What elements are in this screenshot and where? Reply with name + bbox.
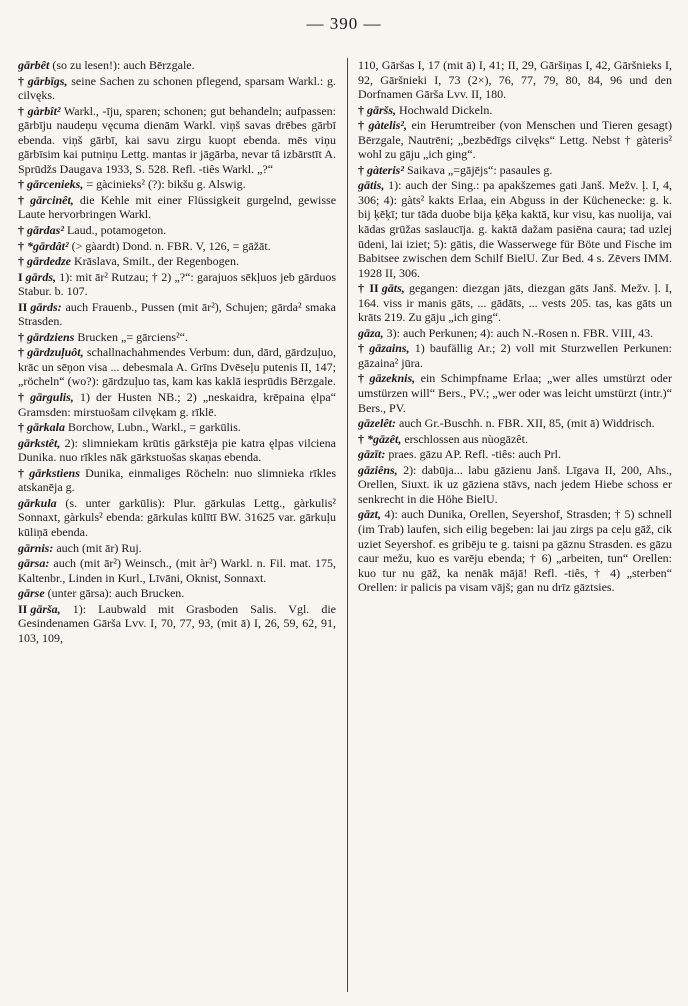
dictionary-entry bbox=[18, 58, 336, 73]
dictionary-entry bbox=[358, 507, 672, 594]
entry-text: auch Frauenb., Pussen (mit ār²), Schujen; gārda² smaka Strasden. bbox=[18, 299, 336, 329]
dictionary-entry bbox=[18, 177, 336, 192]
entry-headword: gārcinêt, bbox=[30, 192, 74, 207]
entry-text: Saikava „=gājējs“: pasaules g. bbox=[406, 162, 553, 177]
dictionary-entry bbox=[18, 254, 336, 269]
dictionary-entry bbox=[18, 193, 336, 222]
entry-marker: I bbox=[18, 269, 23, 284]
dictionary-entry bbox=[18, 602, 336, 646]
entry-text: = gàcinieks² (?): bikšu g. Alswig. bbox=[86, 177, 246, 192]
dictionary-entry bbox=[18, 556, 336, 585]
entry-marker: † bbox=[18, 465, 27, 480]
entry-headword: gārbīgs, bbox=[27, 73, 68, 88]
entry-text: (so zu lesen!): auch Bērzgale. bbox=[52, 58, 195, 72]
dictionary-entry bbox=[358, 163, 672, 178]
entry-text: seine Sachen zu schonen pflegend, sparsam Warkl.: g. cilvęks. bbox=[18, 73, 336, 103]
entry-headword: gārcenieks, bbox=[27, 177, 84, 192]
entry-marker: † bbox=[18, 103, 25, 118]
entry-text: ein Herumtreiber (von Menschen und Tieren gesagt) Bērzgale, Nautrēni; „bezbēdīgs cilvęks“ Lettg. Nebst † gàteris² wohl zu gāju „ich ging“. bbox=[358, 118, 672, 162]
entry-text: Hochwald Dickeln. bbox=[399, 102, 493, 117]
entry-text: Warkl., -īju, sparen; schonen; gut behandeln; aufpassen: gārbīju naudeņu vęcuma dienām Warkl. viņš savas drēbes gārbī ebenda. viņš gārbī, kai savu zirgu kuopt ebenda. mēs viņu gārbīsim kai putniņu Lettg. mantas ir jāgārba, nevar tâ izbārstīt A. Sprūdžs Daugava 1933, S. 528. Refl. -tiês Warkl. „?“ bbox=[18, 103, 336, 176]
entry-text: 1): Laubwald mit Grasboden Salis. Vgl. die Gesindenamen Gārša Lvv. I, 70, 77, 93, (mit ā) I, 26, 59, 62, 91, 103, 109, bbox=[18, 601, 336, 645]
entry-marker: † bbox=[18, 390, 28, 405]
entry-headword: gārds, bbox=[25, 269, 57, 284]
entry-text: gegangen: diezgan jāts, diezgan gāts Janš. Mežv. ļ. I, 164. viss ir manis gāts, ... gādāts, ... vests 205. tas, kas gāts un krāts 219. Zu gāju „ich ging“. bbox=[358, 281, 672, 325]
entry-headword: gāzeknis, bbox=[369, 371, 416, 386]
entry-marker: † bbox=[358, 341, 367, 356]
entry-headword: gārbêt bbox=[18, 58, 50, 72]
dictionary-entry bbox=[18, 420, 336, 435]
entry-text: Dunika, einmaliges Röcheln: nuo slimnieka rīkles atskanēja g. bbox=[18, 465, 336, 495]
entry-marker: † bbox=[18, 238, 24, 253]
dictionary-entry bbox=[358, 371, 672, 415]
entry-text: 2): slimniekam krūtis gārkstēja pie katra ęlpas vilciena Dunika. nuo rīkles nāk gārkstuošas skaņas ebenda. bbox=[18, 435, 336, 465]
entry-headword: gāts, bbox=[381, 281, 405, 296]
entry-marker: † bbox=[18, 420, 24, 435]
right-column bbox=[358, 58, 672, 998]
entry-headword: gārsa: bbox=[18, 556, 50, 571]
dictionary-entry bbox=[358, 58, 672, 102]
entry-headword: gārds: bbox=[30, 299, 62, 314]
entry-text: 1) baufällig Ar.; 2) voll mit Sturzwellen Perkunen: gāzaina² jūra. bbox=[358, 341, 672, 370]
entry-marker: † bbox=[358, 371, 367, 386]
entry-marker: † bbox=[358, 431, 364, 446]
entry-headword: gārša, bbox=[30, 601, 61, 616]
dictionary-entry bbox=[358, 118, 672, 162]
dictionary-entry bbox=[18, 330, 336, 345]
entry-headword: gārdedze bbox=[27, 254, 71, 269]
entry-headword: gārdziens bbox=[27, 329, 75, 344]
entry-marker: † bbox=[358, 102, 364, 117]
entry-marker: † bbox=[18, 345, 25, 360]
dictionary-entry bbox=[18, 466, 336, 495]
page-number: — 390 — bbox=[306, 14, 382, 33]
entry-headword: gārdas² bbox=[27, 223, 64, 238]
entry-marker: † bbox=[18, 329, 24, 344]
dictionary-entry bbox=[18, 239, 336, 254]
entry-headword: gāza, bbox=[358, 325, 384, 340]
entry-text: Krāslava, Smilt., der Regenbogen. bbox=[74, 254, 239, 269]
dictionary-entry bbox=[18, 104, 336, 177]
dictionary-entry bbox=[358, 432, 672, 447]
entry-marker: † II bbox=[358, 281, 379, 296]
entry-marker: † bbox=[18, 73, 25, 88]
left-column bbox=[18, 58, 336, 998]
entry-text: 2): dabūja... labu gāzienu Janš. Līgava II, 200, Ahs., Orellen, Siuxt. ik uz gāziena stāvs, nach jedem Hiebe schoss er senkrecht in die Höhe BielU. bbox=[358, 462, 672, 506]
entry-headword: gāzains, bbox=[369, 341, 410, 356]
entry-text: 3): auch Perkunen; 4): auch N.-Rosen n. FBR. VIII, 43. bbox=[386, 325, 654, 340]
entry-headword: gāzt, bbox=[358, 507, 382, 522]
entry-text: (s. unter garkūlis): Plur. gārkulas Lettg., gàrkulis² Sonnaxt, gàrkuls² ebenda: gārkulas kūlītī BW. 31625 var. gārkuļu kūliņā ebenda. bbox=[18, 495, 336, 539]
dictionary-entry bbox=[18, 223, 336, 238]
dictionary-entry bbox=[18, 436, 336, 465]
entry-headword: gārkstiens bbox=[29, 465, 80, 480]
entry-text: 1): mit ār² Rutzau; † 2) „?“: garajuos sēkļuos jeb gārduos Stabur. b. 107. bbox=[18, 269, 336, 299]
dictionary-entry bbox=[18, 300, 336, 329]
dictionary-entry bbox=[358, 178, 672, 280]
entry-text: Borchow, Lubn., Warkl., = garkūlis. bbox=[68, 420, 241, 435]
column-divider bbox=[347, 58, 348, 992]
entry-text: erschlossen aus nùogāzêt. bbox=[404, 431, 528, 446]
dictionary-entry bbox=[358, 281, 672, 325]
dictionary-entry bbox=[358, 416, 672, 431]
entry-headword: gàtelis², bbox=[368, 118, 408, 133]
entry-text: auch (mit ār²) Weinsch., (mit àr²) Warkl. n. Fil. mat. 175, Kaltenbr., Linden in Kurl., Līvāni, Oknist, Sonnaxt. bbox=[18, 556, 336, 585]
dictionary-entry bbox=[358, 463, 672, 507]
dictionary-entry bbox=[18, 496, 336, 540]
dictionary-entry bbox=[358, 447, 672, 462]
entry-headword: gārnis: bbox=[18, 540, 54, 555]
dictionary-entry bbox=[18, 586, 336, 601]
entry-text: 110, Gāršas I, 17 (mit ā) I, 41; II, 29, Gāršiņas I, 42, Gāršnieks I, 92, Gāršnieki I, 73 (2×), 76, 77, 79, 80, 84, 96 und den Dorfnamen Gārša Lvv. II, 180. bbox=[358, 58, 672, 102]
entry-text: Laud., potamogeton. bbox=[66, 223, 167, 238]
dictionary-entry bbox=[18, 390, 336, 419]
entry-text: praes. gāzu AP. Refl. -tiês: auch Prl. bbox=[388, 447, 561, 462]
entry-text: die Kehle mit einer Flüssigkeit gurgelnd, gewisse Laute hervorbringen Warkl. bbox=[18, 192, 336, 222]
entry-headword: gāzīt: bbox=[358, 447, 386, 462]
entry-marker: † bbox=[358, 118, 366, 133]
entry-headword: gāziêns, bbox=[358, 462, 398, 477]
dictionary-entry bbox=[358, 341, 672, 370]
entry-headword: *gāzêt, bbox=[367, 431, 402, 446]
entry-headword: gārkala bbox=[27, 420, 66, 435]
dictionary-entry bbox=[358, 326, 672, 341]
entry-headword: gārse bbox=[18, 586, 45, 601]
entry-marker: II bbox=[18, 601, 28, 616]
entry-headword: gārdzuļuôt, bbox=[27, 345, 84, 360]
entry-marker: † bbox=[358, 162, 364, 177]
entry-headword: gārkula bbox=[18, 495, 57, 510]
entry-text: ein Schimpfname Erlaa; „wer alles umstürzt oder umstürzen will“ Bers., PV.; „wer oder was leicht umstürzt (intr.)“ Bers., PV. bbox=[358, 371, 672, 415]
dictionary-entry bbox=[358, 103, 672, 118]
entry-headword: gārkstêt, bbox=[18, 435, 61, 450]
entry-headword: gāršs, bbox=[367, 102, 397, 117]
entry-text: auch (mit ār) Ruj. bbox=[56, 540, 142, 555]
entry-marker: † bbox=[18, 177, 24, 192]
entry-text: (> gàardt) Dond. n. FBR. V, 126, = gāžāt. bbox=[71, 238, 271, 253]
entry-headword: gāzelêt: bbox=[358, 416, 396, 431]
entry-headword: gàrbît² bbox=[27, 103, 61, 118]
entry-headword: gārgulis, bbox=[30, 390, 74, 405]
entry-text: 1): auch der Sing.: pa apakšzemes gati Janš. Mežv. ļ. I, 4, 306; 4): gàts² kakts Erlaa, ein Abguss in der Küchenecke: g. k. bij ķēķī; tur tāda duobe bija ķēķa kaktā, kur visu, kas nuolija, vai kādas grūžas saslaucīja. g. kaktā dažam pasiēna caura; tad uzlej ūdeni, lai iziet; 5): gātis, die Wasserwege für Böte und Fische im Babitsee zwischen dem Schilf BielU. Zur Bed. 4 s. Zēvers IMM. 1928 II, 306. bbox=[358, 178, 672, 280]
entry-marker: † bbox=[18, 254, 24, 269]
entry-text: Brucken „= gārciens²“. bbox=[77, 329, 188, 344]
entry-text: 4): auch Dunika, Orellen, Seyershof, Strasden; † 5) schnell (im Trab) laufen, sich eilig begeben: lai jau zirgs pa ceļu gāž, cik uziet Seyershof. es gribēju te g. taisni pa gāznu Strasden. es gāzu caur mežu, kuo es varēju ebenda; † 6) „arbeiten, tun“ Orellen: kuo tur nu gāž, ka nenāk mājā! Refl. -tiês, † 4) „sterben“ Orellen: ir palicis pa visam vājš; gan nu drīz gāztsies. bbox=[358, 507, 672, 595]
entry-text: 1) der Husten NB.; 2) „neskaidra, krēpaina ęlpa“ Gramsden: mirstuošam cilvękam g. rīklē. bbox=[18, 390, 336, 419]
entry-marker: † bbox=[18, 223, 24, 238]
entry-text: auch Gr.-Buschh. n. FBR. XII, 85, (mit ā) Widdrisch. bbox=[399, 416, 655, 431]
entry-headword: *gārdât² bbox=[27, 238, 69, 253]
entry-marker: II bbox=[18, 299, 28, 314]
dictionary-entry bbox=[18, 345, 336, 389]
dictionary-entry bbox=[18, 541, 336, 556]
entry-headword: gàteris² bbox=[367, 162, 404, 177]
dictionary-entry bbox=[18, 270, 336, 299]
dictionary-entry bbox=[18, 74, 336, 103]
entry-text: schallnachahmendes Verbum: dun, dārd, gārdzuļuo, krāc un sēņon visa ... debesmala A. Grīns Dvēseļu putenis II, 147; „röcheln“ (wo?): gārdzuļuo tas, kam kas kaklā iesprūdis Bērzgale. bbox=[18, 345, 336, 389]
entry-marker: † bbox=[18, 192, 28, 207]
entry-headword: gātis, bbox=[358, 178, 385, 193]
entry-text: (unter gārsa): auch Brucken. bbox=[47, 586, 185, 601]
